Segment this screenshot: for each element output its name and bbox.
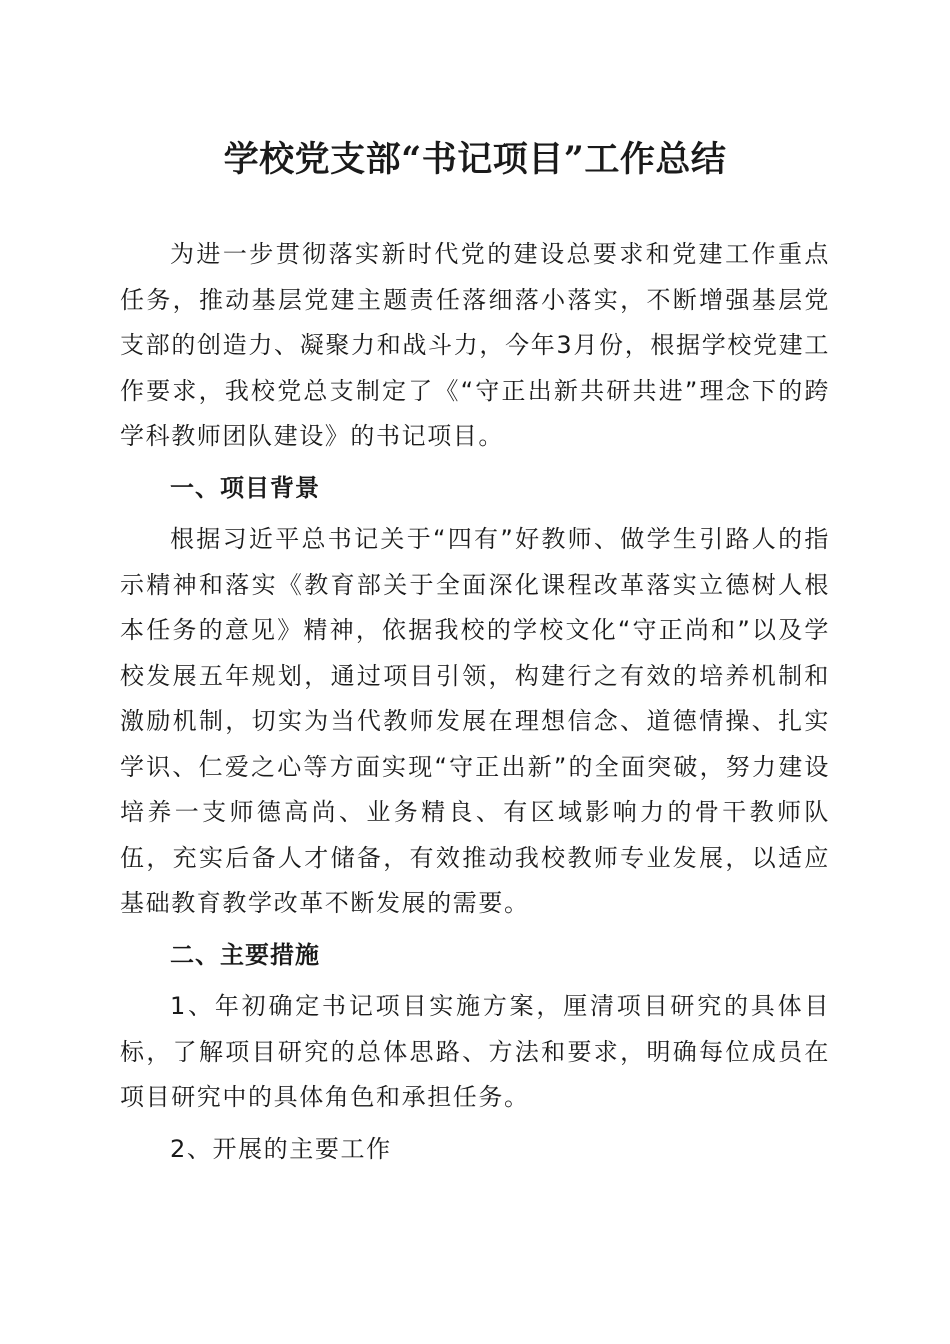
document-body <box>120 232 830 1172</box>
document-title: 学校党支部“书记项目”工作总结 <box>223 139 727 180</box>
section-heading-measures: 二、主要措施 <box>170 940 320 969</box>
intro-paragraph: 为进一步贯彻落实新时代党的建设总要求和党建工作重点任务，推动基层党建主题责任落细落小落实，不断增强基层党支部的创造力、凝聚力和战斗力，今年3月份，根据学校党建工作要求，我校党总支制定了《“守正出新共研共进”理念下的跨学科教师团队建设》的书记项目。 <box>120 240 830 450</box>
measure-item-2: 2、开展的主要工作 <box>170 1134 392 1163</box>
background-paragraph: 根据习近平总书记关于“四有”好教师、做学生引路人的指示精神和落实《教育部关于全面深化课程改革落实立德树人根本任务的意见》精神，依据我校的学校文化“守正尚和”以及学校发展五年规划，通过项目引领，构建行之有效的培养机制和激励机制，切实为当代教师发展在理想信念、道德情操、扎实学识、仁爱之心等方面实现“守正出新”的全面突破，努力建设培养一支师德高尚、业务精良、有区域影响力的骨干教师队伍，充实后备人才储备，有效推动我校教师专业发展，以适应基础教育教学改革不断发展的需要。 <box>120 525 830 917</box>
section-heading-background: 一、项目背景 <box>170 473 320 502</box>
measure-item-1: 1、年初确定书记项目实施方案，厘清项目研究的具体目标，了解项目研究的总体思路、方法和要求，明确每位成员在项目研究中的具体角色和承担任务。 <box>120 992 830 1111</box>
